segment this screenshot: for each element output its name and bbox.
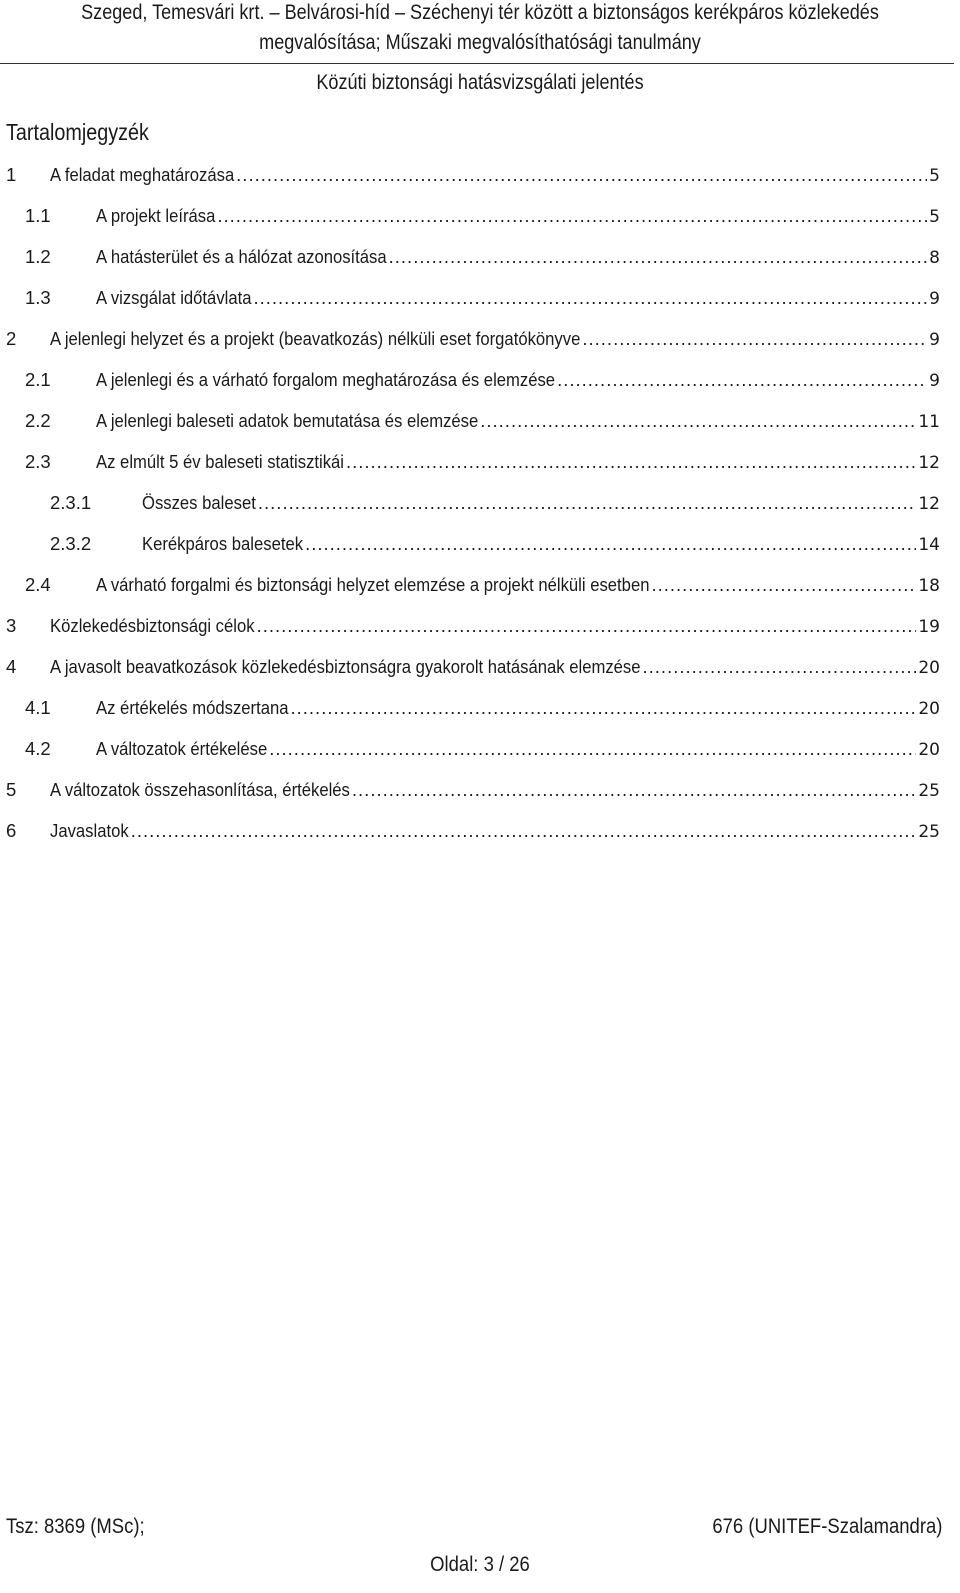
- toc-entry[interactable]: [0, 690, 960, 731]
- table-of-contents: [0, 157, 960, 854]
- toc-entry-number: 1.2: [25, 246, 51, 267]
- toc-entry-title[interactable]: A változatok értékelése: [96, 738, 268, 759]
- toc-entry-page: 19: [918, 617, 940, 637]
- toc-entry[interactable]: [0, 321, 960, 362]
- toc-entry-number: 1.3: [25, 287, 51, 308]
- toc-entry-title[interactable]: Kerékpáros balesetek: [142, 533, 304, 554]
- toc-heading: Tartalomjegyzék: [6, 119, 149, 145]
- footer-reference-right: 676 (UNITEF-Szalamandra): [711, 1515, 942, 1538]
- dot-leader: [352, 779, 916, 801]
- toc-entry-page: 5: [929, 207, 940, 227]
- toc-entry-page: 18: [918, 576, 940, 596]
- toc-entry-number: 4.1: [25, 697, 51, 718]
- toc-entry[interactable]: [0, 813, 960, 854]
- toc-entry-number: 5: [6, 779, 17, 800]
- toc-entry[interactable]: [0, 157, 960, 198]
- dot-leader: [305, 533, 916, 555]
- toc-entry[interactable]: [0, 362, 960, 403]
- document-title-line-1: Szeged, Temesvári krt. – Belvárosi-híd – Széchenyi tér között a biztonságos kerékpáros közlekedés: [81, 1, 879, 24]
- toc-entry-page: 9: [929, 371, 940, 391]
- toc-entry-page: 20: [918, 658, 940, 678]
- toc-entry-page: 12: [918, 494, 940, 514]
- toc-entry-title[interactable]: A jelenlegi helyzet és a projekt (beavatkozás) nélküli eset forgatókönyve: [50, 328, 581, 349]
- dot-leader: [131, 820, 917, 842]
- dot-leader: [269, 738, 916, 760]
- toc-entry-title[interactable]: A feladat meghatározása: [50, 164, 235, 185]
- dot-leader: [651, 574, 916, 596]
- toc-entry-number: 1.1: [25, 205, 51, 226]
- toc-entry[interactable]: [0, 649, 960, 690]
- dot-leader: [389, 246, 928, 268]
- dot-leader: [258, 492, 916, 514]
- dot-leader: [346, 451, 916, 473]
- toc-entry-title[interactable]: Az értékelés módszertana: [96, 697, 289, 718]
- toc-entry-number: 3: [6, 615, 17, 636]
- toc-entry-page: 12: [918, 453, 940, 473]
- dot-leader: [557, 369, 927, 391]
- footer-reference-left: Tsz: 8369 (MSc);: [6, 1515, 145, 1538]
- toc-entry[interactable]: [0, 526, 960, 567]
- toc-entry[interactable]: [0, 444, 960, 485]
- toc-entry-title[interactable]: Közlekedésbiztonsági célok: [50, 615, 255, 636]
- toc-entry-number: 6: [6, 820, 17, 841]
- toc-entry-number: 4.2: [25, 738, 51, 759]
- toc-entry[interactable]: [0, 731, 960, 772]
- toc-entry[interactable]: [0, 608, 960, 649]
- toc-entry-number: 2.1: [25, 369, 51, 390]
- toc-entry-number: 2.3: [25, 451, 51, 472]
- toc-entry[interactable]: [0, 403, 960, 444]
- dot-leader: [257, 615, 917, 637]
- toc-entry-title[interactable]: A javasolt beavatkozások közlekedésbiztonságra gyakorolt hatásának elemzése: [50, 656, 641, 677]
- toc-entry-title[interactable]: A változatok összehasonlítása, értékelés: [50, 779, 350, 800]
- toc-entry-page: 5: [929, 166, 940, 186]
- toc-entry-title[interactable]: A várható forgalmi és biztonsági helyzet elemzése a projekt nélküli esetben: [96, 574, 650, 595]
- toc-entry[interactable]: [0, 280, 960, 321]
- toc-entry[interactable]: [0, 772, 960, 813]
- toc-entry-number: 2.3.1: [50, 492, 92, 513]
- toc-entry-page: 20: [918, 740, 940, 760]
- dot-leader: [236, 164, 927, 186]
- dot-leader: [582, 328, 927, 350]
- dot-leader: [217, 205, 927, 227]
- toc-entry-number: 2: [6, 328, 17, 349]
- dot-leader: [253, 287, 927, 309]
- document-subtitle: Közúti biztonsági hatásvizsgálati jelentés: [316, 71, 644, 94]
- dot-leader: [643, 656, 917, 678]
- toc-entry-number: 2.3.2: [50, 533, 92, 554]
- toc-entry[interactable]: [0, 239, 960, 280]
- toc-entry-page: 9: [929, 289, 940, 309]
- toc-entry-page: 11: [918, 412, 940, 432]
- dot-leader: [291, 697, 917, 719]
- toc-entry-title[interactable]: Javaslatok: [50, 820, 129, 841]
- header-divider: [0, 63, 954, 64]
- toc-entry-title[interactable]: A hatásterület és a hálózat azonosítása: [96, 246, 387, 267]
- toc-entry[interactable]: [0, 567, 960, 608]
- toc-entry-number: 2.4: [25, 574, 51, 595]
- page-header: [0, 0, 960, 58]
- toc-entry-title[interactable]: Az elmúlt 5 év baleseti statisztikái: [96, 451, 345, 472]
- toc-entry-page: 14: [918, 535, 940, 555]
- toc-entry-number: 2.2: [25, 410, 51, 431]
- toc-entry-title[interactable]: A jelenlegi baleseti adatok bemutatása és elemzése: [96, 410, 479, 431]
- dot-leader: [480, 410, 916, 432]
- toc-entry-page: 20: [918, 699, 940, 719]
- toc-entry-page: 8: [929, 248, 940, 268]
- toc-entry-number: 1: [6, 164, 17, 185]
- toc-entry-title[interactable]: A jelenlegi és a várható forgalom meghatározása és elemzése: [96, 369, 556, 390]
- document-title-line-2: megvalósítása; Műszaki megvalósíthatósági tanulmány: [259, 31, 701, 54]
- toc-entry-title[interactable]: A vizsgálat időtávlata: [96, 287, 252, 308]
- toc-entry-title[interactable]: Összes baleset: [142, 492, 256, 513]
- toc-entry-page: 25: [918, 822, 940, 842]
- toc-entry-number: 4: [6, 656, 17, 677]
- toc-entry[interactable]: [0, 198, 960, 239]
- toc-entry-page: 9: [929, 330, 940, 350]
- page-number: Oldal: 3 / 26: [430, 1553, 530, 1576]
- toc-entry-page: 25: [918, 781, 940, 801]
- toc-entry-title[interactable]: A projekt leírása: [96, 205, 216, 226]
- toc-entry[interactable]: [0, 485, 960, 526]
